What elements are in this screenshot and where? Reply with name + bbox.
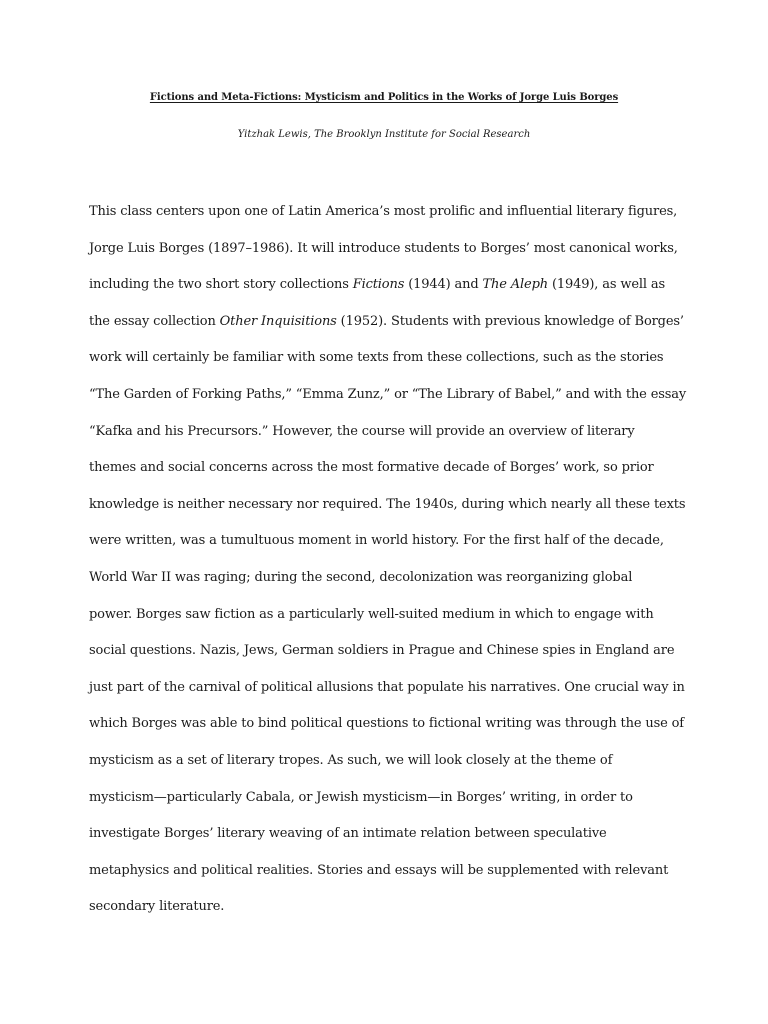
text-line: were written, was a tumultuous moment in world history. For the first half of the decade,	[89, 533, 664, 549]
text-line: power. Borges saw fiction as a particularly well-suited medium in which to engage with	[89, 606, 654, 622]
text-line: “The Garden of Forking Paths,” “Emma Zunz,” or “The Library of Babel,” and with the essay	[89, 386, 687, 402]
text-line: secondary literature.	[89, 899, 225, 915]
text-line: mysticism as a set of literary tropes. As such, we will look closely at the theme of	[89, 752, 613, 768]
text-line: the essay collection Other Inquisitions (1952). Students with previous knowledge of Borges’	[89, 313, 684, 329]
book-title: Fictions	[352, 277, 405, 293]
text-line: work will certainly be familiar with some texts from these collections, such as the stories	[89, 350, 664, 366]
text-line: social questions. Nazis, Jews, German soldiers in Prague and Chinese spies in England are	[89, 643, 675, 659]
text-line: just part of the carnival of political allusions that populate his narratives. One crucial way in	[89, 679, 685, 695]
book-title: Other Inquisitions	[219, 313, 337, 329]
text-line: which Borges was able to bind political questions to fictional writing was through the use of	[89, 716, 684, 732]
text-line: investigate Borges’ literary weaving of an intimate relation between speculative	[89, 826, 607, 842]
document-author: Yitzhak Lewis, The Brooklyn Institute for Social Research	[237, 129, 531, 140]
text-line: including the two short story collections Fictions (1944) and The Aleph (1949), as well as	[89, 277, 665, 293]
text-line: World War II was raging; during the second, decolonization was reorganizing global	[89, 569, 633, 585]
course-description	[89, 200, 689, 932]
text-line: mysticism—particularly Cabala, or Jewish mysticism—in Borges’ writing, in order to	[89, 789, 633, 805]
text-line: Jorge Luis Borges (1897–1986). It will introduce students to Borges’ most canonical works,	[89, 240, 678, 256]
text-line: This class centers upon one of Latin America’s most prolific and influential literary figures,	[89, 204, 678, 219]
text-line: themes and social concerns across the most formative decade of Borges’ work, so prior	[89, 460, 654, 476]
text-line: knowledge is neither necessary nor required. The 1940s, during which nearly all these texts	[89, 496, 686, 512]
document-title: Fictions and Meta-Fictions: Mysticism and Politics in the Works of Jorge Luis Borges	[149, 92, 619, 103]
book-title: The Aleph	[482, 277, 548, 293]
text-line: metaphysics and political realities. Stories and essays will be supplemented with relevant	[89, 862, 669, 878]
text-line: “Kafka and his Precursors.” However, the course will provide an overview of literary	[89, 423, 635, 439]
